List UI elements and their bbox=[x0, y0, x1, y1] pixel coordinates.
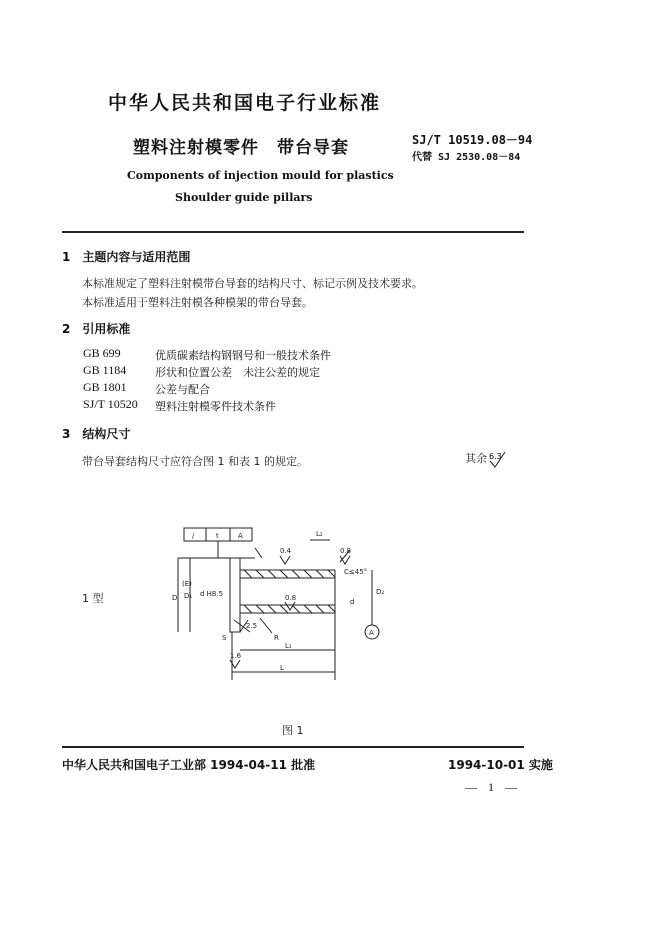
section-1-paragraph-2: 本标准适用于塑料注射模各种模架的带台导套。 bbox=[82, 296, 313, 309]
guide-bushing-drawing bbox=[160, 520, 400, 690]
dim-s-label: S bbox=[222, 634, 227, 642]
roughness-0-8-inner-label: 0.8 bbox=[285, 594, 297, 602]
figure-type-label: 1 型 bbox=[82, 592, 104, 605]
section-1-heading: 1 主题内容与适用范围 bbox=[62, 250, 191, 264]
chamfer-label: C≤45° bbox=[344, 568, 368, 576]
document-title-cn: 塑料注射模零件 带台导套 bbox=[133, 138, 349, 158]
roughness-symbol-icon bbox=[487, 450, 515, 468]
industry-standard-heading: 中华人民共和国电子行业标准 bbox=[108, 92, 382, 114]
dim-d1-tol-label: (E) bbox=[182, 580, 192, 588]
dim-l-label: L bbox=[280, 664, 284, 672]
footer-divider bbox=[62, 746, 524, 748]
reference-code: SJ/T 10520 bbox=[83, 397, 138, 411]
effective-date: 1994-10-01 实施 bbox=[448, 758, 553, 772]
dim-d-label: D bbox=[172, 594, 178, 602]
tol-symbol-label: / bbox=[192, 532, 195, 540]
reference-description: 形状和位置公差 未注公差的规定 bbox=[155, 366, 320, 379]
dim-d-hole-label: d H8.5 bbox=[200, 590, 224, 598]
reference-code: GB 1801 bbox=[83, 380, 127, 394]
dim-r-label: R bbox=[274, 634, 279, 642]
tol-value-label: t bbox=[216, 532, 219, 540]
dim-angle-label: 2.5 bbox=[246, 622, 258, 630]
dim-small-d-label: d bbox=[350, 598, 355, 606]
section-3-paragraph-1: 带台导套结构尺寸应符合图 1 和表 1 的规定。 bbox=[82, 455, 308, 468]
dim-l1-label: L₁ bbox=[285, 642, 292, 650]
dim-l2-label: L₂ bbox=[316, 530, 323, 538]
roughness-note-label: 其余 bbox=[465, 452, 487, 465]
dim-d1-label: D₁ bbox=[184, 592, 193, 600]
header-divider bbox=[62, 231, 524, 233]
svg-text:6.3: 6.3 bbox=[489, 452, 502, 461]
dim-d2-label: D₂ bbox=[376, 588, 385, 596]
roughness-1-6-label: 1.6 bbox=[230, 652, 242, 660]
reference-code: GB 699 bbox=[83, 346, 121, 360]
reference-description: 塑料注射模零件技术条件 bbox=[155, 400, 276, 413]
roughness-0-4-label: 0.4 bbox=[280, 547, 292, 555]
section-1-paragraph-1: 本标准规定了塑料注射模带台导套的结构尺寸、标记示例及技术要求。 bbox=[82, 277, 423, 290]
section-2-heading: 2 引用标准 bbox=[62, 322, 131, 336]
replaces-code: 代替 SJ 2530.08－84 bbox=[412, 152, 521, 163]
figure-caption: 图 1 bbox=[282, 724, 304, 737]
reference-description: 公差与配合 bbox=[155, 383, 210, 396]
roughness-note bbox=[465, 450, 515, 468]
datum-a-label: A bbox=[369, 629, 374, 637]
page-number: — 1 — bbox=[465, 780, 521, 794]
roughness-0-8-label: 0.8 bbox=[340, 547, 352, 555]
document-title-en-1: Components of injection mould for plastics bbox=[127, 169, 394, 182]
reference-description: 优质碳素结构钢钢号和一般技术条件 bbox=[155, 349, 331, 362]
standard-code: SJ/T 10519.08－94 bbox=[412, 133, 533, 147]
tol-datum-label: A bbox=[238, 532, 243, 540]
document-title-en-2: Shoulder guide pillars bbox=[175, 191, 313, 204]
section-3-heading: 3 结构尺寸 bbox=[62, 427, 131, 441]
reference-code: GB 1184 bbox=[83, 363, 127, 377]
issuer-line: 中华人民共和国电子工业部 1994-04-11 批准 bbox=[62, 758, 316, 772]
